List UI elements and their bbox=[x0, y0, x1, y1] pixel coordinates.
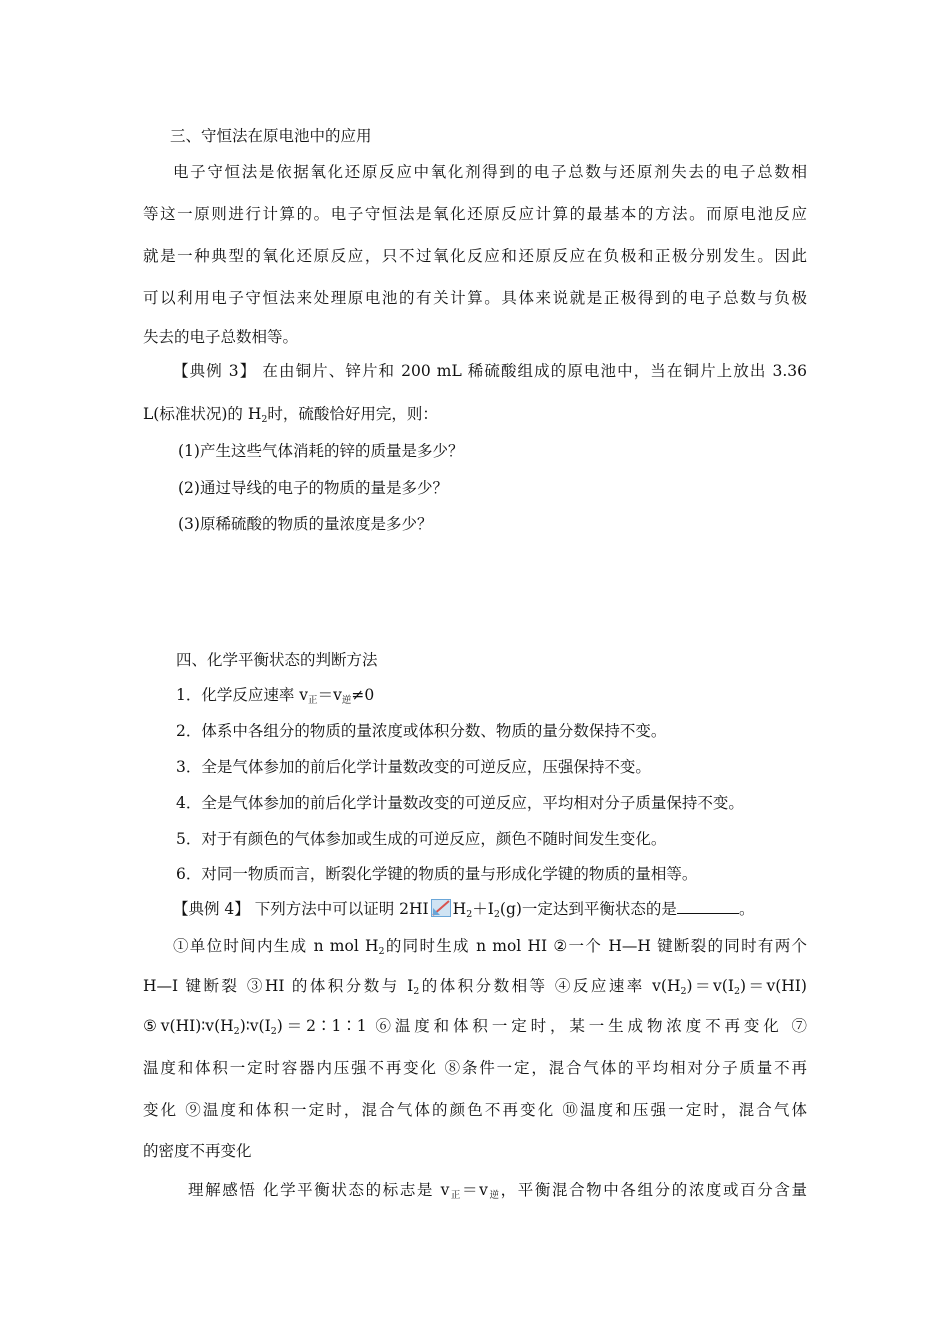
example-3-question-2: (2)通过导线的电子的物质的量是多少？ bbox=[178, 479, 448, 497]
section-3-para-line-5: 失去的电子总数相等。 bbox=[143, 328, 299, 346]
example-3-question-1: (1)产生这些气体消耗的锌的质量是多少？ bbox=[178, 442, 464, 460]
section-3-heading: 三、守恒法在原电池中的应用 bbox=[170, 127, 372, 145]
example-4-option-line-1: ①单位时间内生成 n mol $H_2$的同时生成 n mol HI ②一个 H—H 键断裂的同时有两个 bbox=[173, 937, 807, 957]
section-3-para-line-2: 等这一原则进行计算的。电子守恒法是氧化还原反应计算的最基本的方法。而原电池反应 bbox=[143, 205, 807, 223]
section-4-heading: 四、化学平衡状态的判断方法 bbox=[176, 651, 378, 669]
section-3-para-line-3: 就是一种典型的氧化还原反应，只不过氧化反应和还原反应在负极和正极分别发生。因此 bbox=[143, 247, 807, 265]
insight-line: 理解感悟 化学平衡状态的标志是 $v_正=v_逆$，平衡混合物中各组分的浓度或百分含量 bbox=[188, 1181, 807, 1201]
example-4-option-line-3: $⑤v(HI)∶v(H_2)∶v(I_2)=2∶1∶1$ ⑥温度和体积一定时，某一生成物浓度不再变化 ⑦ bbox=[143, 1017, 807, 1037]
section-4-item-2: 2．体系中各组分的物质的量浓度或体积分数、物质的量分数保持不变。 bbox=[176, 722, 667, 740]
example-3-question-3: (3)原稀硫酸的物质的量浓度是多少？ bbox=[178, 515, 433, 533]
section-4-item-3: 3．全是气体参加的前后化学计量数改变的可逆反应，压强保持不变。 bbox=[176, 758, 651, 776]
example-4-intro: 【典例 4】 下列方法中可以证明 2HI $H_2+I_2(g)$一定达到平衡状态的是 。 bbox=[173, 900, 755, 920]
example-4-option-line-5: 变化 ⑨温度和体积一定时，混合气体的颜色不再变化 ⑩温度和压强一定时，混合气体 bbox=[143, 1101, 807, 1119]
example-3-line-1: 【典例 3】 在由铜片、锌片和 200 mL 稀硫酸组成的原电池中，当在铜片上放出 3.36 bbox=[173, 362, 807, 380]
example-3-line-2: L(标准状况)的 $H_2$时，硫酸恰好用完，则： bbox=[143, 405, 438, 425]
section-4-item-1: 1．化学反应速率 $v_正=v_逆\ne 0$ bbox=[176, 686, 375, 706]
example-4-option-line-4: 温度和体积一定时容器内压强不再变化 ⑧条件一定，混合气体的平均相对分子质量不再 bbox=[143, 1059, 807, 1077]
section-4-item-6: 6．对同一物质而言，断裂化学键的物质的量与形成化学键的物质的量相等。 bbox=[176, 865, 698, 883]
answer-blank bbox=[677, 901, 739, 914]
example-4-option-line-2: H—I 键断裂 ③HI 的体积分数与 $I_2$的体积分数相等 ④反应速率 $v(H_2)=v(I_2)=v(HI)$ bbox=[143, 977, 807, 997]
reversible-arrow-icon bbox=[431, 899, 451, 917]
example-4-option-line-6: 的密度不再变化 bbox=[143, 1142, 252, 1160]
section-4-item-4: 4．全是气体参加的前后化学计量数改变的可逆反应，平均相对分子质量保持不变。 bbox=[176, 794, 744, 812]
section-3-para-line-4: 可以利用电子守恒法来处理原电池的有关计算。具体来说就是正极得到的电子总数与负极 bbox=[143, 289, 807, 307]
section-4-item-5: 5．对于有颜色的气体参加或生成的可逆反应，颜色不随时间发生变化。 bbox=[176, 830, 667, 848]
section-3-para-line-1: 电子守恒法是依据氧化还原反应中氧化剂得到的电子总数与还原剂失去的电子总数相 bbox=[173, 163, 807, 181]
